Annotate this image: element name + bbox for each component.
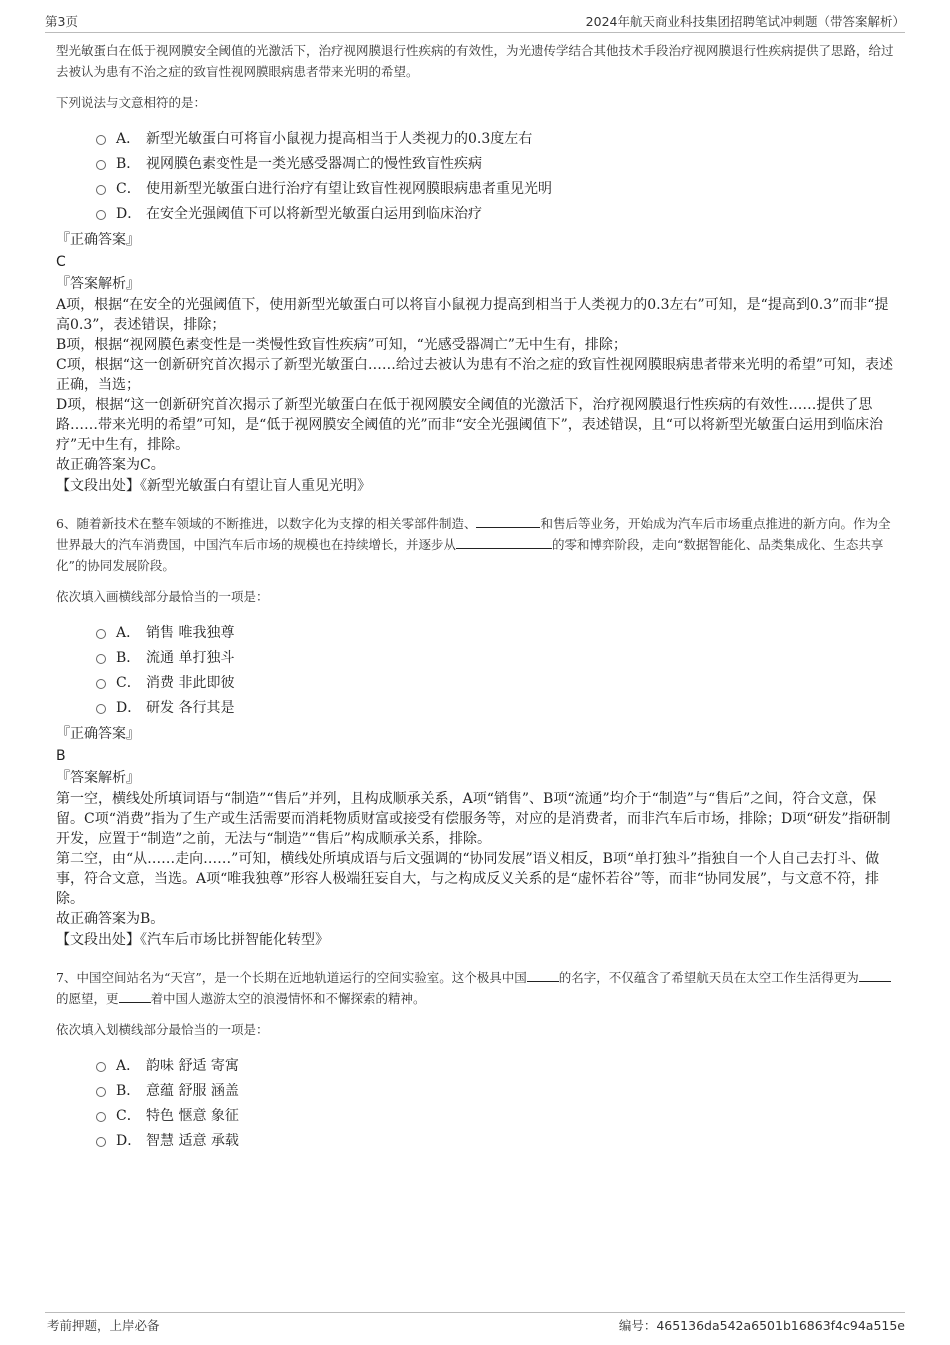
q5-conclusion: 故正确答案为C。 <box>56 457 165 473</box>
q5-options <box>96 125 900 225</box>
radio-icon[interactable] <box>96 1137 106 1147</box>
q7-stem: 7、中国空间站名为“天宫”，是一个长期在近地轨道运行的空间实验室。这个极具中国 的名字，不仅蕴含了希望航天员在太空工作生活得更为的愿望，更 着中国人遨游太空的浪漫情怀和不懈探索的精神。 <box>56 967 900 1009</box>
q6-analysis-label: 『答案解析』 <box>56 770 140 786</box>
q5-analysis-d: D项，根据“这一创新研究首次揭示了新型光敏蛋白在低于视网膜安全阈值的光激活下，治疗视网膜退行性疾病的有效性……提供了思路……带来光明的希望”可知，是“低于视网膜安全阈值的光”而非“安全光强阈值下”，表述错误，且“可以将新型光敏蛋白运用到临床治疗”无中生有，排除。 <box>56 397 883 453</box>
q5-analysis-c: C项，根据“这一创新研究首次揭示了新型光敏蛋白……给过去被认为患有不治之症的致盲性视网膜眼病患者带来光明的希望”可知，表述正确，当选； <box>56 357 894 393</box>
q7-option-a[interactable]: A． 韵味 舒适 寄寓 <box>96 1052 900 1077</box>
q7-option-c[interactable]: C． 特色 惬意 象征 <box>96 1102 900 1127</box>
radio-icon[interactable] <box>96 629 106 639</box>
q7-options <box>96 1052 900 1152</box>
q5-answer-label: 『正确答案』 <box>56 232 140 248</box>
q5-analysis-a: A项，根据“在安全的光强阈值下，使用新型光敏蛋白可以将盲小鼠视力提高到相当于人类视力的0.3左右”可知，是“提高到0.3”而非“提高0.3”，表述错误，排除； <box>56 297 889 333</box>
q5-option-d[interactable]: D． 在安全光强阈值下可以将新型光敏蛋白运用到临床治疗 <box>96 200 900 225</box>
q5-answer: C <box>56 254 66 270</box>
q7-option-d[interactable]: D． 智慧 适意 承载 <box>96 1127 900 1152</box>
q5-prompt: 下列说法与文意相符的是： <box>56 95 207 110</box>
blank-line <box>859 969 891 982</box>
page-content <box>56 40 900 1152</box>
q5-analysis-label: 『答案解析』 <box>56 276 140 292</box>
q6-option-d[interactable]: D． 研发 各行其是 <box>96 694 900 719</box>
radio-icon[interactable] <box>96 135 106 145</box>
q5-option-a[interactable]: A． 新型光敏蛋白可将盲小鼠视力提高相当于人类视力的0.3度左右 <box>96 125 900 150</box>
q6-option-a[interactable]: A． 销售 唯我独尊 <box>96 619 900 644</box>
document-title: 2024年航天商业科技集团招聘笔试冲刺题（带答案解析） <box>585 14 905 29</box>
q6-option-b[interactable]: B． 流通 单打独斗 <box>96 644 900 669</box>
page-footer <box>45 1312 905 1337</box>
page-header <box>45 10 905 33</box>
page-number: 第3页 <box>45 14 78 29</box>
q6-conclusion: 故正确答案为B。 <box>56 911 165 927</box>
radio-icon[interactable] <box>96 1062 106 1072</box>
q6-prompt: 依次填入画横线部分最恰当的一项是： <box>56 589 269 604</box>
blank-line <box>456 536 552 549</box>
q6-answer-label: 『正确答案』 <box>56 726 140 742</box>
q7-option-b[interactable]: B． 意蕴 舒服 涵盖 <box>96 1077 900 1102</box>
blank-line <box>476 515 540 528</box>
q6-option-c[interactable]: C． 消费 非此即彼 <box>96 669 900 694</box>
radio-icon[interactable] <box>96 210 106 220</box>
radio-icon[interactable] <box>96 160 106 170</box>
radio-icon[interactable] <box>96 185 106 195</box>
q5-option-c[interactable]: C． 使用新型光敏蛋白进行治疗有望让致盲性视网膜眼病患者重见光明 <box>96 175 900 200</box>
q6-analysis-first-blank: 第一空，横线处所填词语与“制造”“售后”并列，且构成顺承关系，A项“销售”、B项“流通”均介于“制造”与“售后”之间，符合文意，保留。C项“消费”指为了生产或生活需要而消耗物质财富或接受有偿服务等，对应的是消费者，而非汽车后市场，排除；D项“研发”指研制开发，应置于“制造”之前，无法与“制造”“售后”构成顺承关系，排除。 <box>56 791 891 847</box>
footer-serial: 编号：465136da542a6501b16863f4c94a515e <box>618 1318 905 1333</box>
q5-source: 【文段出处】《新型光敏蛋白有望让盲人重见光明》 <box>56 478 371 494</box>
q6-options <box>96 619 900 719</box>
blank-line <box>119 990 151 1003</box>
footer-slogan: 考前押题，上岸必备 <box>47 1318 160 1333</box>
radio-icon[interactable] <box>96 654 106 664</box>
radio-icon[interactable] <box>96 704 106 714</box>
q6-analysis-second-blank: 第二空，由“从……走向……”可知，横线处所填成语与后文强调的“协同发展”语义相反，B项“单打独斗”指独自一个人自己去打斗、做事，符合文意，当选。A项“唯我独尊”形容人极端狂妄自大，与之构成反义关系的是“虚怀若谷”等，而非“协同发展”，与文意不符，排除。 <box>56 851 880 907</box>
q6-answer: B <box>56 748 66 764</box>
q7-prompt: 依次填入划横线部分最恰当的一项是： <box>56 1022 269 1037</box>
q6-source: 【文段出处】《汽车后市场比拼智能化转型》 <box>56 932 329 948</box>
radio-icon[interactable] <box>96 679 106 689</box>
q5-passage-tail: 型光敏蛋白在低于视网膜安全阈值的光激活下，治疗视网膜退行性疾病的有效性，为光遗传学结合其他技术手段治疗视网膜退行性疾病提供了思路，给过去被认为患有不治之症的致盲性视网膜眼病患者带来光明的希望。 <box>56 43 894 79</box>
q6-stem: 6、随着新技术在整车领域的不断推进，以数字化为支撑的相关零部件制造、 和售后等业务，开始成为汽车后市场重点推进的新方向。作为全世界最大的汽车消费国，中国汽车后市场的规模也在持续增长，并逐步从 的零和博弈阶段，走向“数据智能化、品类集成化、生态共享化”的协同发展阶段。 <box>56 516 891 573</box>
radio-icon[interactable] <box>96 1112 106 1122</box>
radio-icon[interactable] <box>96 1087 106 1097</box>
blank-line <box>527 969 559 982</box>
q5-analysis-b: B项，根据“视网膜色素变性是一类慢性致盲性疾病”可知，“光感受器凋亡”无中生有，排除； <box>56 337 627 353</box>
q5-option-b[interactable]: B． 视网膜色素变性是一类光感受器凋亡的慢性致盲性疾病 <box>96 150 900 175</box>
